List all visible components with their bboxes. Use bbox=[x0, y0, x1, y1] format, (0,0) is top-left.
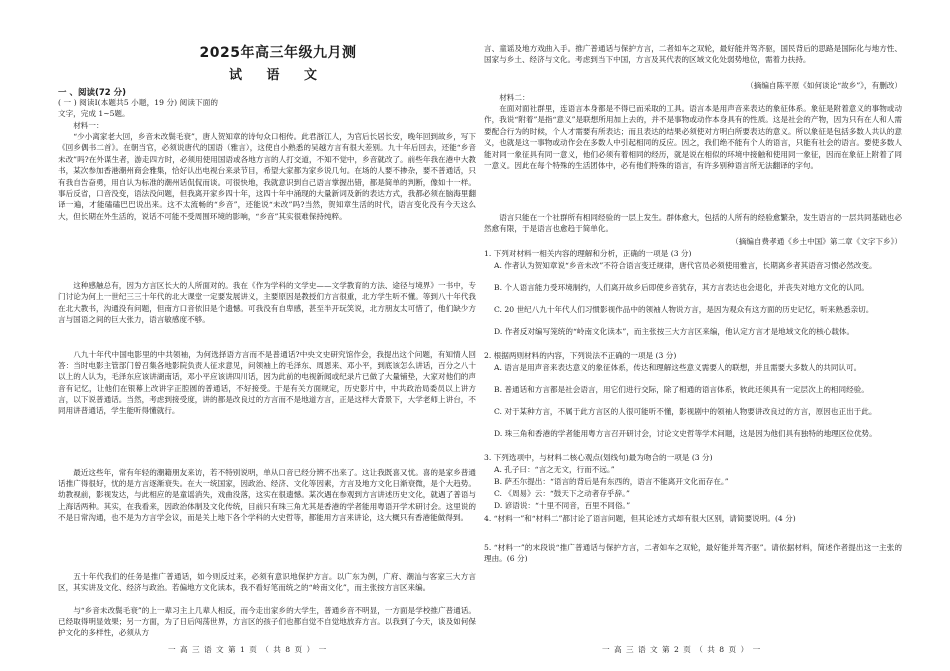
material2-paragraph-2: 语言只能在一个社群所有相同经验的一层上发生。群体愈大，包括的人所有的经验愈繁杂，发生语言的一层共同基础也必然愈有限，于是语言也愈趋于简单化。 bbox=[484, 213, 902, 234]
material2-label: 材料二： bbox=[499, 93, 530, 102]
question-3-option-b: B. 萨丕尔提出：“语言的背后是有东西的，语言不能离开文化而存在。” bbox=[494, 477, 729, 486]
question-2-option-a: A. 语言是用声音来表达意义的象征体系，传达和理解这些意义需要人的联想，并且需要大多数人的共同认可。 bbox=[494, 363, 862, 372]
material2-paragraph-1: 在面对面社群里，连语言本身都是不得已而采取的工具。语言本是用声音来表达的象征体系。象征是附着意义的事物或动作，我说“附着”是指“意义”是联想所用加上去的，并不是事物或动作本身具有的性质。这是社会的产物，因为只有在人和人需要配合行为的时候，个人才需要有所表达；而且表达的结果必须使对方明白所要表达的意义。所以象征是包括多数人共认的意义，也就是这一事物或动作会在多数人中引起相同的反应。因之，我们绝不能有个人的语言，只能有社会的语言。要使多数人能对同一象征具有同一意义，他们必须有着相同的经历，就是说在相似的环境中接触和使用同一象征，因而在象征上附着了同一意义。因此在每个特殊的生活团体中，必有他们特殊的语言，有许多别种语言所无法翻译的字句。 bbox=[484, 104, 902, 171]
question-2-option-b: B. 普通话和方言都是社会语言，用它们进行交际，除了相通的语言体系，彼此还须具有一定层次上的相同经验。 bbox=[494, 385, 869, 394]
question-2-option-c: C. 对于某种方言，不属于此方言区的人很可能听不懂，影视剧中的领袖人物要讲改良过的方言，原因也正出于此。 bbox=[494, 407, 877, 416]
material2-source: （摘编自费孝通《乡土中国》第二章《文字下乡》） bbox=[731, 237, 902, 246]
material1-paragraph-5: 五十年代我们的任务是推广普通话，如今则反过来，必须有意识地保护方言。以广东为例，广府、潮汕与客家三大方言区，其实讲及文化、经济与政治。若偏地方文化读本，我不看好笔而统之的“岭南文化”，而主张按方言区来编。 bbox=[58, 572, 476, 593]
material1-paragraph-3: 八九十年代中国电影里的中共领袖，为何选择语方言而不是普通话?中央文史研究馆作会，我提出这个问题，有知情人回答：当时电影主管部门曾召集各地影院负责人征求意见，问领袖上的毛泽东、周恩来、邓小平，到底该怎么讲话，百分之八十以上的人认为，毛泽东应该讲湖南话，邓小平应该讲四川话，因为此前的电视新闻或纪录片已做了大量铺垫，大家对他们的声音有记忆，让他们在银幕上改讲字正腔圆的普通话，不好接受。于是有关方面规定，历史影片中，中共政治局委员以上讲方言，以下说普通话。当然，考虑到接受度，讲的都是改良过的方言而不是地道方言，正是这样大背景下，大学老师上讲台，不同用讲普通话，学生能听得懂就行。 bbox=[58, 350, 476, 416]
question-2: 2. 根据两则材料的内容，下列说法不正确的一项是 (3 分) bbox=[484, 351, 677, 360]
question-2-option-d: D. 珠三角和香港的学者能用粤方言召开研讨会，讨论文史哲等学术问题，这是因为他们具有独特的地理区位优势。 bbox=[494, 429, 877, 438]
page-footer-2: 一 高 三 语 文 第 2 页 （ 共 8 页 ） 一 bbox=[602, 645, 762, 654]
question-5: 5. “材料一”的末段说“推广普通话与保护方言，二者如车之双轮，最好能并驾齐驱”。请依据材料，简述作者提出这一主张的理由。(6 分) bbox=[484, 543, 902, 563]
page-footer-1: 一 高 三 语 文 第 1 页 （ 共 8 页 ） 一 bbox=[168, 645, 328, 654]
question-1-option-b: B. 个人语言能力受环境制约，人们离开故乡后即使乡音犹存，其方言表达也会退化，并丧失对地方文化的认同。 bbox=[494, 283, 869, 292]
question-3: 3. 下列选项中，与材料二核心观点(划线句)最为吻合的一项是 (3 分) bbox=[484, 453, 713, 462]
question-1-option-d: D. 作者反对编写笼统的“岭南文化读本”，而主张按三大方言区来编，他认定方言才是地域文化的核心载体。 bbox=[494, 327, 855, 336]
material1-paragraph-1: “少小离家老大回，乡音未改鬓毛衰”，唐人贺知章的诗句众口相传。此君浙江人，为官后长居长安，晚年回到故乡，写下《回乡偶书二首》。在朝当官，必须说唐代的国语（雅言），这使自小熟悉的吴越方言有很大差别。九十年后回去，还能“乡音未改”吗?在外谋生者，游走四方时，必须用使用国语或各地方言的人打交道，不知不觉中，乡音就改了。前些年我在港中大教书，某次参加香港潮州商会雅集，恰好认出电视台来录节目，希望大家都为家乡说几句。在场的人要不掺杂，要不普通话，只有我自告奋勇，用自认为标准的潮州话侃侃而谈。可很快地，我就意识到自己语言掌握出错，都是简单的判断，像如十一样。事后反省，口音没变，语法没问题，但我离开家乡四十年，这四十年中涌现的大量新词及新的表达方式，我都必须在脑海里翻译一遍，才能磕磕巴巴说出来。这不太流畅的“乡音”，还能说“未改”吗?当然，贺知章生活的时代，语言变化没有今天这么大，但长期在外生活的，说话不可能不受周围环境的影响，“乡音”其实很难保持纯粹。 bbox=[58, 132, 477, 221]
material1-source: （摘编自陈平原《如何谈论“故乡”》，有删改） bbox=[746, 81, 902, 90]
question-1: 1. 下列对材料一相关内容的理解和分析，正确的一项是 (3 分) bbox=[484, 249, 692, 258]
question-1-option-a: A. 作者认为贺知章说“乡音未改”不符合语言变迁规律，唐代官员必须使用雅言，长期离乡者其语音习惯必然改变。 bbox=[494, 261, 877, 270]
exam-title: 2025年高三年级九月测 bbox=[199, 45, 357, 61]
left-page bbox=[58, 0, 476, 671]
subject-title: 试 语 文 bbox=[228, 68, 328, 83]
subsection-instructions: ( 一 ) 阅读Ⅰ(本题共5 小题，19 分) 阅读下面的文字，完成 1~5题。 bbox=[58, 98, 218, 119]
question-1-option-c: C. 20 世纪八九十年代人们习惯影视作品中的领袖人物说方言，是因为观众有这方面的历史记忆，听来熟悉亲切。 bbox=[494, 305, 874, 314]
material1-ending: 言、童谣及地方戏曲入手。推广普通话与保护方言，二者如车之双轮，最好能并驾齐驱，国民背后的思路是国际化与地方性、国家与乡土、经济与文化。考虑到当下中国，方言及其代表的区域文化处弱势地位，需着力扶持。 bbox=[484, 44, 902, 65]
material1-paragraph-2: 这种感触总有，因为方言区长大的人所面对的。我在《作为学科的文学史——文学教育的方法、途径与境界》一书中，专门讨论为何上一世纪三三十年代的北大课堂一定要发展讲义，主要原因是教授们方言很重，北方学生听不懂。等到八十年代我在北大教书，沟通没有问题，但南方口音依旧是个遗憾。可我没有自卑感，甚至半开玩笑说，北方朋友太可惜了，他们缺少方言与国语之间的巨大张力，语言敏感度不够。 bbox=[58, 281, 476, 325]
right-page bbox=[484, 0, 902, 671]
question-3-option-a: A. 孔子曰：“言之无文，行而不远。” bbox=[494, 465, 615, 474]
material1-label: 材料一： bbox=[73, 121, 104, 130]
material1-paragraph-4: 最近这些年，常有年轻的潮籍朋友来访，若不特别说明，单从口音已经分辨不出来了。这让我既喜又忧。喜的是家乡普通话推广得很好，忧的是方言逐渐衰失。在大一统国家，因政治、经济、文化等因素，方言及地方文化日渐衰微，是个大趋势。幼教视前，影视发达，与此相应的是童谣消失，戏曲没落，这实在很遗憾。某次遇在参观到方言讲述历史文化，就遇了普语与上海话两种。其实，在我看来，因政治体制及文化传统，目前只有珠三角尤其是香港的学者能用粤语开学术研讨会。这里说的不是日常沟通，也不是为方言学会议，而是关上地下各个学科的大史哲等，都能用方言来讲论，这大概只有香港能做得到。 bbox=[58, 468, 476, 522]
question-3-option-c: C. 《周易》云：“鼓天下之动者存乎辞。” bbox=[494, 489, 630, 498]
question-3-option-d: D. 谚语说：“十里不同音，百里不同俗。” bbox=[494, 501, 631, 510]
material1-paragraph-6: 与“乡音未改鬓毛衰”的上一辈习主上几辈人相反，而今走出家乡的大学生，普通乡音不明显，一方面是学校推广普通话。已经取得明显效果；另一方面，为了日后闯荡世界，方言区的孩子们也都自觉不自觉地放弃方言。以我到了今天，谈及如何保护文化的多样性，必须从方 bbox=[58, 606, 476, 638]
section-heading: 一 、阅读(72 分) bbox=[58, 88, 127, 98]
question-4: 4. “材料一”和“材料二”都讨论了语言问题，但其论述方式却有很大区别，请简要说明。(4 分) bbox=[484, 514, 796, 523]
